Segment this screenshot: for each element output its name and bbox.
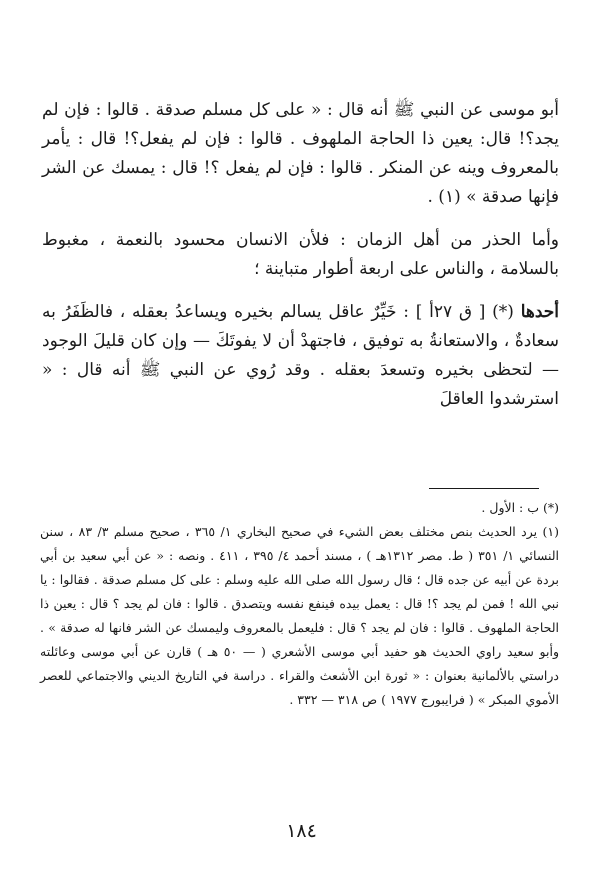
page-number: ١٨٤	[286, 820, 317, 842]
lead-word: أحدها	[520, 302, 560, 322]
footnote-star: (*) ب : الأول .	[481, 500, 559, 515]
footnote-1: (١) يرد الحديث بنص مختلف بعض الشيء في صحيح البخاري ١/ ٣٦٥ ، صحيح مسلم ٣/ ٨٣ ، سنن النسائي ١/ ٣٥١ ( ط. مصر ١٣١٢هـ ) ، مسند أحمد ٤/ ٣٩٥ ، ٤١١ . ونصه : « عن أبي سعيد بن أبي بردة عن أبيه عن جده قال ؛ قال رسول الله صلى الله عليه وسلم : على كل مسلم صدقة . فقالوا : يا نبي الله ! فمن لم يجد ؟! قال : يعمل بيده فينفع نفسه ويتصدق . قالوا : فان لم يجد ؟ قال : يعين ذا الحاجة الملهوف . قالوا : فان لم يجد ؟ قال : فليعمل بالمعروف وليمسك عن الشر فانها له صدقة » . وأبو سعيد راوي الحديث هو حفيد أبي موسى الأشعري ( — ٥٠ هـ ) قارن عن أبي موسى وعائلته دراستي بالألمانية بعنوان : « ثورة ابن الأشعث والقراء . دراسة في التاريخ الديني والاجتماعي للعصر الأموي المبكر » ( فرايبورج ١٩٧٧ ) ص ٣١٨ — ٣٣٢ .	[40, 524, 560, 707]
paragraph-first-type	[42, 298, 559, 414]
footnotes	[40, 496, 559, 712]
footnote-divider	[429, 488, 539, 489]
paragraph-hadith-charity: أبو موسى عن النبي ﷺ أنه قال : « على كل مسلم صدقة . قالوا : فإن لم يجد؟! قال: يعين ذا الحاجة الملهوف . قالوا : فإن لم يفعل؟! قال : يأمر بالمعروف وينه عن المنكر . قالوا : فإن لم يفعل ؟! قال : يمسك عن الشر فإنها صدقة » (١) .	[42, 100, 559, 207]
paragraph-caution-people: وأما الحذر من أهل الزمان : فلأن الانسان محسود بالنعمة ، مغبوط بالسلامة ، والناس على اربعة أطوار متباينة ؛	[42, 230, 559, 279]
paragraph-first-type-text: (*) [ ق ٢٧أ ] : خَيِّرٌ عاقل يسالم بخيره ويساعدُ بعقله ، فالظَفَرُ به سعادةٌ ، والاستعانةُ به توفيق ، فاجتهدْ أن لا يفوتَكَ — وإن كان قليلَ الوجود — لتحظى بخيره وتسعدَ بعقله . وقد رُوي عن النبي ﷺ أنه قال : « استرشدوا العاقلَ	[42, 302, 559, 409]
main-text	[42, 96, 559, 414]
